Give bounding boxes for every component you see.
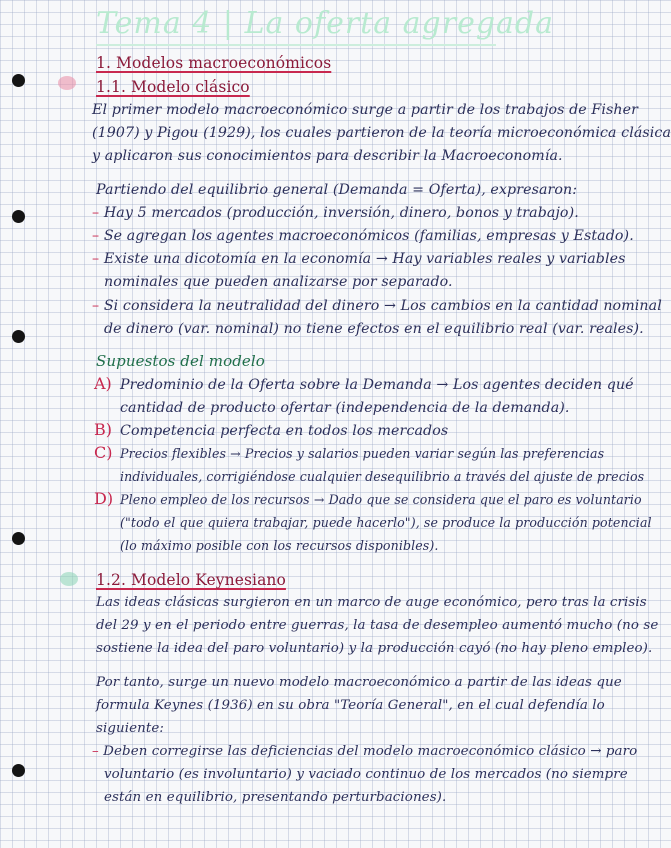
bullet-item: – Existe una dicotomía en la economía → Hay variables reales y variables xyxy=(92,251,626,267)
binder-hole xyxy=(12,764,25,777)
text-line: del 29 y en el periodo entre guerras, la tasa de desempleo aumentó mucho (no se xyxy=(96,618,659,633)
bullet-item: – Se agregan los agentes macroeconómicos (familias, empresas y Estado). xyxy=(92,228,634,244)
text-line: sostiene la idea del paro voluntario) y la producción cayó (no hay pleno empleo). xyxy=(96,641,653,656)
text-line: Partiendo del equilibrio general (Demanda = Oferta), expresaron: xyxy=(96,182,578,198)
bullet-text: Hay 5 mercados (producción, inversión, dinero, bonos y trabajo). xyxy=(103,205,579,221)
bullet-item: – Hay 5 mercados (producción, inversión, dinero, bonos y trabajo). xyxy=(92,205,579,221)
heading-assumptions: Supuestos del modelo xyxy=(96,352,265,370)
assumption-letter: C) xyxy=(94,443,113,462)
bullet-continuation: nominales que pueden analizarse por separado. xyxy=(104,274,453,290)
assumption-letter: D) xyxy=(94,489,114,508)
assumption-text: Competencia perfecta en todos los mercados xyxy=(120,423,449,439)
highlighter-mark xyxy=(60,572,78,586)
binder-hole xyxy=(12,330,25,343)
assumption-text: ("todo el que quiera trabajar, puede hacerlo"), se produce la producción potencial xyxy=(120,515,652,530)
assumption-letter: A) xyxy=(94,374,112,393)
bullet-text: Se agregan los agentes macroeconómicos (familias, empresas y Estado). xyxy=(103,228,634,244)
bullet-text: Existe una dicotomía en la economía → Hay variables reales y variables xyxy=(103,251,626,267)
bullet-item: – Deben corregirse las deficiencias del modelo macroeconómico clásico → paro xyxy=(92,744,638,759)
text-line: Las ideas clásicas surgieron en un marco de auge económico, pero tras la crisis xyxy=(96,595,647,610)
assumption-text: cantidad de producto ofertar (independencia de la demanda). xyxy=(120,400,570,416)
bullet-continuation: están en equilibrio, presentando perturbaciones). xyxy=(104,790,447,805)
bullet-continuation: voluntario (es involuntario) y vaciado continuo de los mercados (no siempre xyxy=(104,767,628,782)
title-underline xyxy=(96,44,496,46)
bullet-item: – Si considera la neutralidad del dinero → Los cambios en la cantidad nominal xyxy=(92,298,662,314)
heading-keynesian-model: 1.2. Modelo Keynesiano xyxy=(96,571,286,589)
assumption-text: Pleno empleo de los recursos → Dado que se considera que el paro es voluntario xyxy=(120,492,642,507)
assumption-text: (lo máximo posible con los recursos disponibles). xyxy=(120,538,439,553)
bullet-text: Deben corregirse las deficiencias del modelo macroeconómico clásico → paro xyxy=(103,744,638,759)
text-line: y aplicaron sus conocimientos para describir la Macroeconomía. xyxy=(92,148,563,164)
text-line: El primer modelo macroeconómico surge a partir de los trabajos de Fisher xyxy=(92,102,638,118)
assumption-text: Precios flexibles → Precios y salarios pueden variar según las preferencias xyxy=(120,446,605,461)
page-title: Tema 4 | La oferta agregada xyxy=(96,6,555,41)
text-line: formula Keynes (1936) en su obra "Teoría General", en el cual defendía lo xyxy=(96,698,605,713)
binder-hole xyxy=(12,74,25,87)
assumption-letter: B) xyxy=(94,420,112,439)
text-line: Por tanto, surge un nuevo modelo macroeconómico a partir de las ideas que xyxy=(96,675,622,690)
highlighter-mark xyxy=(58,76,76,90)
bullet-text: Si considera la neutralidad del dinero → Los cambios en la cantidad nominal xyxy=(103,298,662,314)
text-line: (1907) y Pigou (1929), los cuales partieron de la teoría microeconómica clásica xyxy=(92,125,671,141)
bullet-continuation: de dinero (var. nominal) no tiene efectos en el equilibrio real (var. reales). xyxy=(104,321,644,337)
assumption-text: Predominio de la Oferta sobre la Demanda → Los agentes deciden qué xyxy=(120,377,634,393)
binder-hole xyxy=(12,532,25,545)
assumption-text: individuales, corrigiéndose cualquier desequilibrio a través del ajuste de precios xyxy=(120,469,645,484)
heading-models: 1. Modelos macroeconómicos xyxy=(96,54,332,72)
binder-hole xyxy=(12,210,25,223)
text-line: siguiente: xyxy=(96,721,164,736)
heading-classical-model: 1.1. Modelo clásico xyxy=(96,78,250,96)
